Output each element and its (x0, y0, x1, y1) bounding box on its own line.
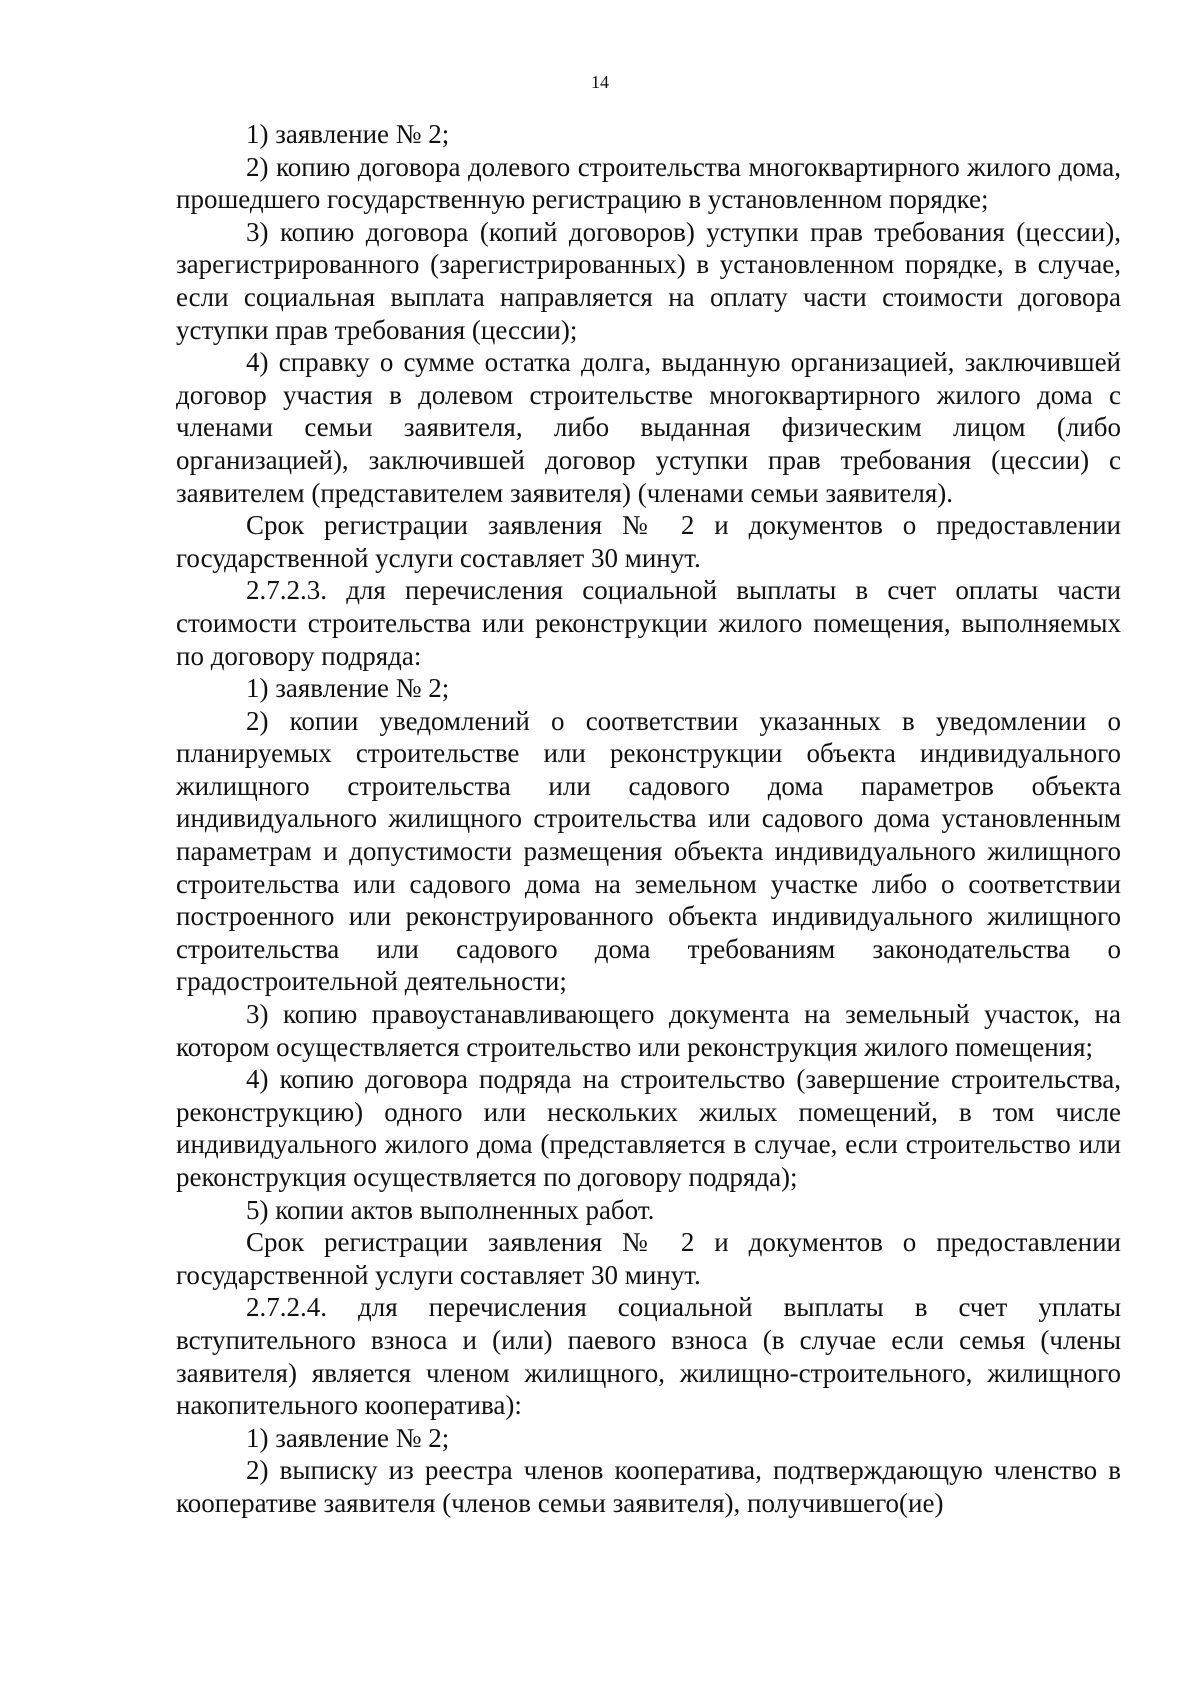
paragraph-10: 4) копию договора подряда на строительство (завершение строительства, реконструкцию) одного или нескольких жилых помещений, в том числе индивидуального жилого дома (представляется в случае, если строительство или реконструкция осуществляется по договору подряда); (176, 1064, 1121, 1192)
document-body (176, 118, 1121, 1520)
paragraph-5: Срок регистрации заявления № 2 и документов о предоставлении государственной услуги составляет 30 минут. (176, 510, 1121, 573)
paragraph-15: 2) выписку из реестра членов кооператива, подтверждающую членство в кооперативе заявителя (членов семьи заявителя), получившего(ие) (176, 1455, 1121, 1518)
paragraph-11: 5) копии актов выполненных работ. (246, 1194, 655, 1225)
paragraph-13: 2.7.2.4. для перечисления социальной выплаты в счет уплаты вступительного взноса и (или) паевого взноса (в случае если семья (члены заявителя) является членом жилищного, жилищно-строительного, жилищного накопительного кооператива): (176, 1292, 1121, 1421)
paragraph-6: 2.7.2.3. для перечисления социальной выплаты в счет оплаты части стоимости строительства или реконструкции жилого помещения, выполняемых по договору подряда: (176, 575, 1121, 671)
paragraph-1: 1) заявление № 2; (246, 119, 450, 149)
paragraph-7: 1) заявление № 2; (246, 673, 450, 704)
paragraph-9: 3) копию правоустанавливающего документа на земельный участок, на котором осуществляется строительство или реконструкция жилого помещения; (176, 999, 1121, 1062)
page-number: 14 (591, 72, 609, 92)
paragraph-4: 4) справку о сумме остатка долга, выданную организацией, заключившей договор участия в долевом строительстве многоквартирного жилого дома с членами семьи заявителя, либо выданная физическим лицом (либо организацией), заключившей договор уступки прав требования (цессии) с заявителем (представителем заявителя) (членами семьи заявителя). (176, 347, 1121, 508)
paragraph-14: 1) заявление № 2; (246, 1422, 450, 1453)
paragraph-12: Срок регистрации заявления № 2 и документов о предоставлении государственной услуги составляет 30 минут. (176, 1227, 1121, 1290)
paragraph-3: 3) копию договора (копий договоров) уступки прав требования (цессии), зарегистрированного (зарегистрированных) в установленном порядке, в случае, если социальная выплата направляется на оплату части стоимости договора уступки прав требования (цессии); (176, 216, 1121, 345)
paragraph-8: 2) копии уведомлений о соответствии указанных в уведомлении о планируемых строительстве или реконструкции объекта индивидуального жилищного строительства или садового дома параметров объекта индивидуального жилищного строительства или садового дома установленным параметрам и допустимости размещения объекта индивидуального жилищного строительства или садового дома на земельном участке либо о соответствии построенного или реконструированного объекта индивидуального жилищного строительства или садового дома требованиям законодательства о градостроительной деятельности; (176, 705, 1121, 997)
paragraph-2: 2) копию договора долевого строительства многоквартирного жилого дома, прошедшего государственную регистрацию в установленном порядке; (176, 151, 1121, 215)
